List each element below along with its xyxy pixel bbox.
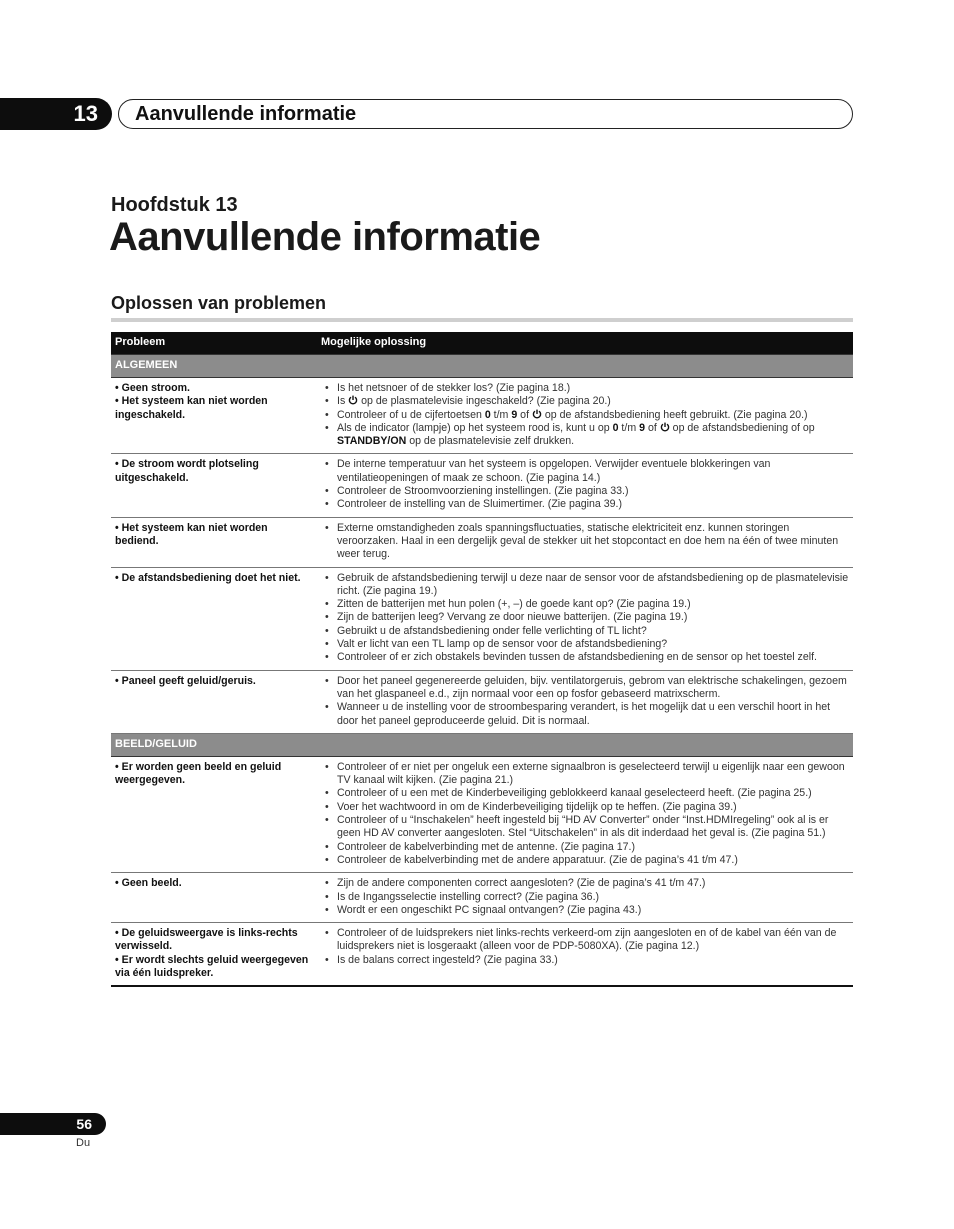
list-item: • Wordt er een ongeschikt PC signaal ontvangen? (Zie pagina 43.) [321,904,849,917]
list-item: • Controleer de Stroomvoorziening instellingen. (Zie pagina 33.) [321,485,849,498]
problem-cell [111,923,317,987]
list-item: • Controleer of u een met de Kinderbeveiliging geblokkeerd kanaal geselecteerd heeft. (Zie pagina 25.) [321,787,849,800]
troubleshooting-table [111,332,853,987]
list-item: • Controleer de kabelverbinding met de antenne. (Zie pagina 17.) [321,841,849,854]
table-row [111,454,853,517]
solution-list [321,675,849,728]
table-header-row [111,332,853,355]
chapter-header-title: Aanvullende informatie [135,102,357,125]
problem-cell [111,756,317,872]
category-row [111,355,853,378]
chapter-number-tab [0,98,112,130]
list-item: • Is de balans correct ingesteld? (Zie pagina 33.) [321,954,849,967]
problem-text: • De stroom wordt plotseling uitgeschakeld. [115,458,259,484]
page-number: 56 [76,1116,92,1132]
column-header-solution: Mogelijke oplossing [317,332,853,355]
table-row [111,567,853,670]
chapter-subtitle: Hoofdstuk 13 [111,194,238,216]
table-row [111,378,853,454]
problem-text: • De afstandsbediening doet het niet. [115,571,301,584]
list-item: • Voer het wachtwoord in om de Kinderbeveiliging tijdelijk op te heffen. (Zie pagina 39.) [321,801,849,814]
category-label: ALGEMEEN [111,355,853,378]
section-title: Oplossen van problemen [111,293,327,313]
table-row [111,670,853,733]
table-body [111,355,853,987]
power-icon [348,395,358,405]
list-item: • Zijn de batterijen leeg? Vervang ze door nieuwe batterijen. (Zie pagina 19.) [321,611,849,624]
solution-list [321,382,849,448]
problem-cell [111,873,317,923]
section-rule [111,318,853,322]
page-language: Du [76,1137,91,1149]
problem-cell [111,454,317,517]
list-item: • Controleer de instelling van de Sluimertimer. (Zie pagina 39.) [321,498,849,511]
solution-list [321,927,849,967]
solution-cell [317,756,853,872]
list-item: • Zitten de batterijen met hun polen (+, –) de goede kant op? (Zie pagina 19.) [321,598,849,611]
list-item: • Controleer of de luidsprekers niet links-rechts verkeerd-om zijn aangesloten en of de kabel van één van de luidsprekers niet is losgeraakt (alleen voor de PDP-5080XA). (Zie pagina 12.) [321,927,849,954]
power-icon [660,422,670,432]
key-label: 0 [612,421,619,434]
solution-cell [317,670,853,733]
problem-text: • Geen stroom. [115,382,190,394]
list-item: • Controleer of er zich obstakels bevinden tussen de afstandsbediening en de sensor op het toestel zelf. [321,651,849,664]
column-header-problem: Probleem [111,332,317,355]
list-item: • Als de indicator (lampje) op het systeem rood is, kunt u op 0 t/m 9 of op de afstandsbediening of op STANDBY/ON op de plasmatelevisie zelf drukken. [321,422,849,449]
list-item: • Controleer of er niet per ongeluk een externe signaalbron is geselecteerd terwijl u eigenlijk naar een gewoon TV kanaal wilt kijken. (Zie pagina 21.) [321,761,849,788]
problem-cell [111,378,317,454]
chapter-number: 13 [73,101,98,126]
problem-cell [111,567,317,670]
problem-text: • Het systeem kan niet worden ingeschakeld. [115,395,268,421]
key-label: 0 [484,408,491,421]
list-item: • Controleer of u “Inschakelen” heeft ingesteld bij “HD AV Converter” onder “Inst.HDMIregeling” ook al is er geen HD AV converter aangesloten. Stel “Uitschakelen” in als dit inderdaad het geval is. (Zie pagina 51.) [321,814,849,841]
problem-text: • De geluidsweergave is links-rechts verwisseld. [115,927,298,953]
solution-list [321,572,849,665]
category-label: BEELD/GELUID [111,733,853,756]
problem-text: • Er wordt slechts geluid weergegeven via één luidspreker. [115,953,309,979]
list-item: • Door het paneel gegenereerde geluiden, bijv. ventilatorgeruis, gebrom van elektrische schakelingen, gezoem van het glaspaneel e.d., zijn normaal voor een op fosfor gebaseerd matrixscherm. [321,675,849,702]
solution-list [321,522,849,562]
list-item: • Externe omstandigheden zoals spanningsfluctuaties, statische elektriciteit enz. kunnen storingen veroorzaken. Haal in een dergelijk geval de stekker uit het stopcontact en doe hem na één of twee minuten weer terug. [321,522,849,562]
table-row [111,923,853,987]
table-row [111,873,853,923]
list-item: • Gebruikt u de afstandsbediening onder felle verlichting of TL licht? [321,625,849,638]
solution-cell [317,517,853,567]
chapter-title: Aanvullende informatie [109,215,541,259]
list-item: • De interne temperatuur van het systeem is opgelopen. Verwijder eventuele blokkeringen van ventilatieopeningen of maak ze schoon. (Zie pagina 14.) [321,458,849,485]
problem-cell [111,670,317,733]
chapter-header-bar [118,99,853,129]
key-label: STANDBY/ON [337,435,407,448]
solution-cell [317,923,853,987]
list-item: • Is op de plasmatelevisie ingeschakeld? (Zie pagina 20.) [321,395,849,408]
list-item: • Valt er licht van een TL lamp op de sensor voor de afstandsbediening? [321,638,849,651]
list-item: • Gebruik de afstandsbediening terwijl u deze naar de sensor voor de afstandsbediening op de plasmatelevisie richt. (Zie pagina 19.) [321,572,849,599]
problem-text: • Er worden geen beeld en geluid weergegeven. [115,760,282,787]
page-number-tab [0,1113,106,1135]
key-label: 9 [639,421,645,434]
solution-cell [317,873,853,923]
solution-cell [317,454,853,517]
list-item: • Controleer de kabelverbinding met de andere apparatuur. (Zie de pagina’s 41 t/m 47.) [321,854,849,867]
list-item: • Is het netsnoer of de stekker los? (Zie pagina 18.) [321,382,849,395]
list-item: • Wanneer u de instelling voor de stroombesparing verandert, is het mogelijk dat u een verschil hoort in het door het paneel geproduceerde geluid. Dit is normaal. [321,701,849,728]
table-row [111,517,853,567]
solution-list [321,761,849,867]
solution-list [321,458,849,511]
problem-text: • Geen beeld. [115,877,182,890]
problem-cell [111,517,317,567]
solution-list [321,877,849,917]
solution-cell [317,378,853,454]
power-icon [532,409,542,419]
list-item: • Zijn de andere componenten correct aangesloten? (Zie de pagina’s 41 t/m 47.) [321,877,849,890]
problem-text: • Paneel geeft geluid/geruis. [115,674,256,687]
category-row [111,733,853,756]
solution-cell [317,567,853,670]
list-item: • Controleer of u de cijfertoetsen 0 t/m 9 of op de afstandsbediening heeft gebruikt. (Zie pagina 20.) [321,409,849,422]
problem-text: • Het systeem kan niet worden bediend. [115,521,268,547]
key-label: 9 [511,408,518,421]
table-row [111,756,853,872]
list-item: • Is de Ingangsselectie instelling correct? (Zie pagina 36.) [321,891,849,904]
